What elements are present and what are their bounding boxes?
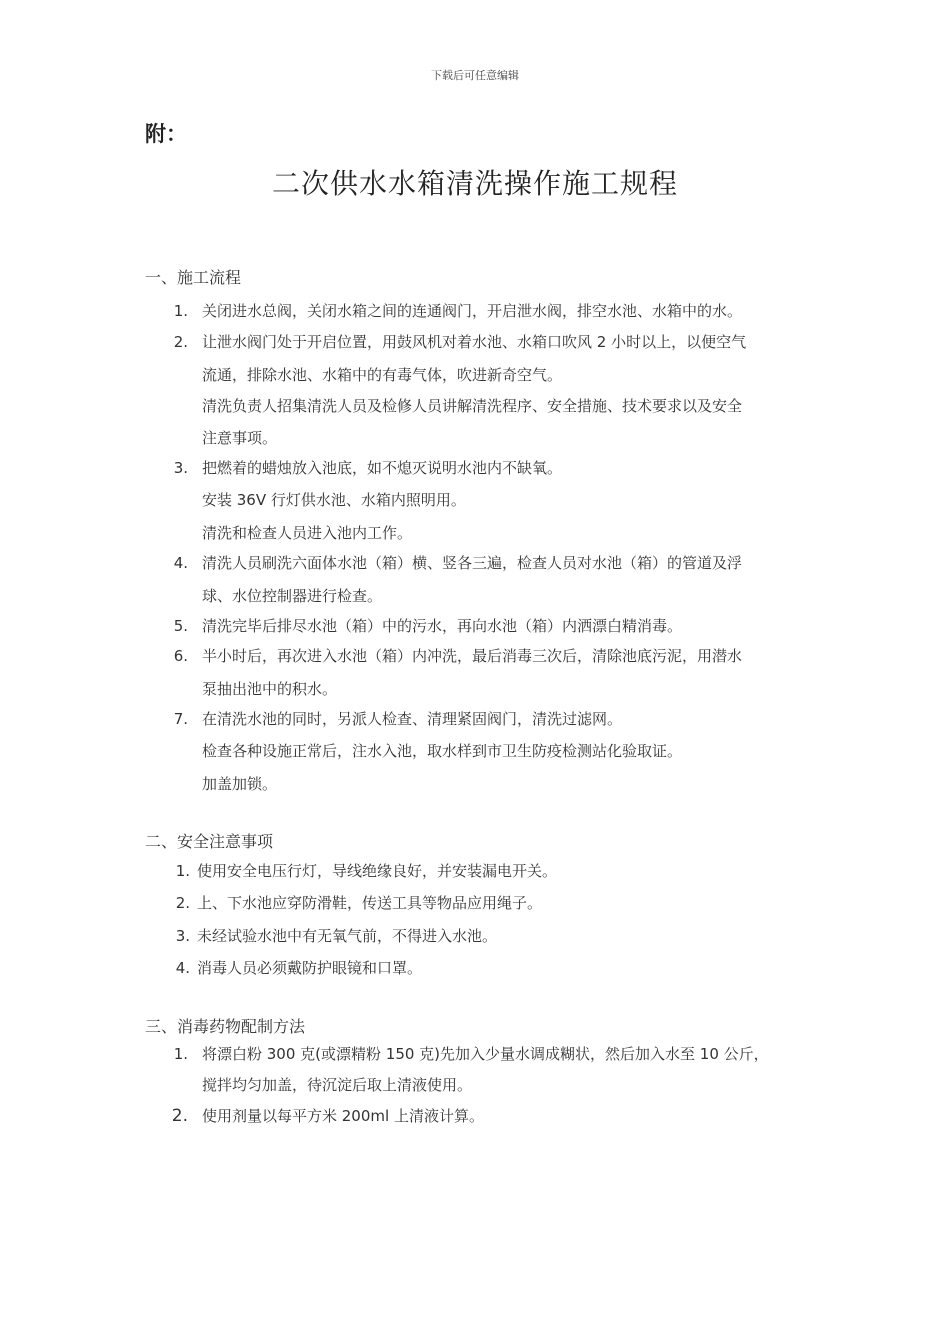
item-text: 球、水位控制器进行检查。 (202, 587, 383, 605)
item-text: 清洗和检查人员进入池内工作。 (202, 524, 413, 542)
item-number: 3. (173, 459, 188, 477)
section-heading-process: 一、施工流程 (145, 268, 242, 287)
item-text: 未经试验水池中有无氧气前，不得进入水池。 (197, 927, 498, 945)
item-number: 6. (173, 647, 188, 665)
item-text: 将漂白粉 300 克(或漂精粉 150 克)先加入少量水调成糊状，然后加入水至 10 公斤， (202, 1045, 769, 1063)
item-text: 加盖加锁。 (202, 775, 278, 793)
item-text: 检查各种设施正常后，注水入池，取水样到市卫生防疫检测站化验取证。 (202, 742, 683, 760)
item-text: 流通，排除水池、水箱中的有毒气体，吹进新奇空气。 (202, 366, 563, 384)
item-number: 4. (175, 959, 190, 977)
item-number: 2. (171, 1106, 188, 1126)
item-text: 泵抽出池中的积水。 (202, 680, 338, 698)
item-number: 2. (173, 333, 188, 351)
header-note: 下载后可任意编辑 (431, 69, 519, 82)
item-number: 5. (173, 617, 188, 635)
item-number: 1. (173, 1045, 188, 1063)
item-text: 清洗人员刷洗六面体水池（箱）横、竖各三遍，检查人员对水池（箱）的管道及浮 (202, 554, 743, 572)
item-text: 让泄水阀门处于开启位置，用鼓风机对着水池、水箱口吹风 2 小时以上，以便空气 (202, 333, 747, 351)
item-number: 7. (173, 710, 188, 728)
item-text: 安装 36V 行灯供水池、水箱内照明用。 (202, 491, 466, 509)
section-heading-safety: 二、安全注意事项 (145, 832, 274, 851)
item-text: 清洗完毕后排尽水池（箱）中的污水，再向水池（箱）内洒漂白精消毒。 (202, 617, 683, 635)
item-number: 1. (173, 302, 188, 320)
section-heading-disinfectant: 三、消毒药物配制方法 (145, 1017, 306, 1036)
item-text: 把燃着的蜡烛放入池底，如不熄灭说明水池内不缺氧。 (202, 459, 563, 477)
item-number: 1. (175, 862, 190, 880)
item-text: 关闭进水总阀，关闭水箱之间的连通阀门，开启泄水阀，排空水池、水箱中的水。 (202, 302, 743, 320)
item-number: 3. (175, 927, 190, 945)
item-text: 消毒人员必须戴防护眼镜和口罩。 (197, 959, 423, 977)
item-text: 注意事项。 (202, 429, 278, 447)
item-text: 使用安全电压行灯，导线绝缘良好，并安装漏电开关。 (197, 862, 558, 880)
document-title: 二次供水水箱清洗操作施工规程 (271, 167, 678, 200)
item-number: 2. (175, 894, 190, 912)
item-text: 半小时后，再次进入水池（箱）内冲洗，最后消毒三次后，清除池底污泥，用潜水 (202, 647, 743, 665)
item-text: 在清洗水池的同时，另派人检查、清理紧固阀门，清洗过滤网。 (202, 710, 623, 728)
item-number: 4. (173, 554, 188, 572)
item-text: 清洗负责人招集清洗人员及检修人员讲解清洗程序、安全措施、技术要求以及安全 (202, 397, 743, 415)
attachment-label: 附： (145, 121, 187, 146)
item-text: 搅拌均匀加盖，待沉淀后取上清液使用。 (202, 1076, 473, 1094)
item-text: 使用剂量以每平方米 200ml 上清液计算。 (202, 1107, 484, 1125)
item-text: 上、下水池应穿防滑鞋，传送工具等物品应用绳子。 (197, 894, 543, 912)
